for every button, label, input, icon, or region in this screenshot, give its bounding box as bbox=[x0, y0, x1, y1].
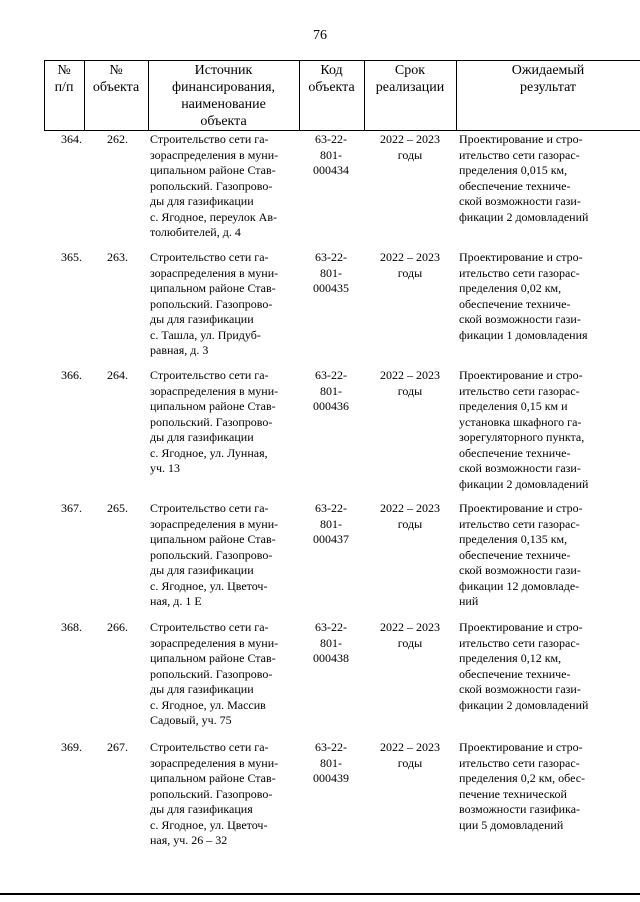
header-num: № п/п bbox=[54, 63, 74, 95]
row-num: 365. bbox=[61, 250, 82, 264]
header-source: Источник финансирования, наименование объекта bbox=[171, 63, 276, 129]
row-term: 2022 – 2023 годы bbox=[380, 368, 440, 398]
row-term: 2022 – 2023 годы bbox=[380, 501, 440, 531]
row-source: Строительство сети га- зораспределения в муни- ципальном районе Став- ропольский. Газопрово- ды для газификации с. Ягодное, ул. Массив Садовый, уч. 75 bbox=[150, 620, 279, 727]
row-object-num: 263. bbox=[107, 250, 128, 264]
row-code: 63-22- 801- 000437 bbox=[313, 501, 349, 546]
row-object-num: 262. bbox=[107, 132, 128, 146]
row-result: Проектирование и стро- ительство сети газорас- пределения 0,135 км, обеспечение техниче- ской возможности гази- фикации 12 домовладе- ний bbox=[459, 501, 583, 608]
row-term: 2022 – 2023 годы bbox=[380, 620, 440, 650]
header-object-num: № объекта bbox=[92, 63, 140, 95]
row-result: Проектирование и стро- ительство сети газорас- пределения 0,015 км, обеспечение техниче- ской возможности гази- фикации 2 домовладений bbox=[459, 132, 589, 224]
row-term: 2022 – 2023 годы bbox=[380, 740, 440, 770]
row-term: 2022 – 2023 годы bbox=[380, 132, 440, 162]
row-num: 367. bbox=[61, 501, 82, 515]
row-code: 63-22- 801- 000434 bbox=[313, 132, 349, 177]
row-object-num: 264. bbox=[107, 368, 128, 382]
row-source: Строительство сети га- зораспределения в муни- ципальном районе Став- ропольский. Газопрово- ды для газификации с. Ягодное, ул. Лунная, уч. 13 bbox=[150, 368, 279, 475]
row-source: Строительство сети га- зораспределения в муни- ципальном районе Став- ропольский. Газопрово- ды для газификации с. Ягодное, ул. Цветоч- ная, д. 1 Е bbox=[150, 501, 279, 608]
row-result: Проектирование и стро- ительство сети газорас- пределения 0,2 км, обес- печение технической возможности газифика- ции 5 домовладений bbox=[459, 740, 586, 832]
page-bottom-rule bbox=[0, 893, 640, 895]
row-result: Проектирование и стро- ительство сети газорас- пределения 0,12 км, обеспечение техниче- ской возможности гази- фикации 2 домовладений bbox=[459, 620, 589, 712]
row-code: 63-22- 801- 000439 bbox=[313, 740, 349, 785]
row-result: Проектирование и стро- ительство сети газорас- пределения 0,15 км и установка шкафного га- зорегуляторного пункта, обеспечение техниче- ской возможности гази- фикации 2 домовладений bbox=[459, 368, 589, 491]
page-number: 76 bbox=[313, 28, 327, 43]
header-term: Срок реализации bbox=[375, 63, 445, 95]
row-num: 364. bbox=[61, 132, 82, 146]
row-result: Проектирование и стро- ительство сети газорас- пределения 0,02 км, обеспечение техниче- ской возможности гази- фикации 1 домовладения bbox=[459, 250, 588, 342]
header-top-border bbox=[44, 60, 640, 61]
row-code: 63-22- 801- 000436 bbox=[313, 368, 349, 413]
header-bottom-border bbox=[44, 130, 640, 131]
header-code: Код объекта bbox=[308, 63, 355, 95]
row-object-num: 266. bbox=[107, 620, 128, 634]
row-source: Строительство сети га- зораспределения в муни- ципальном районе Став- ропольский. Газопрово- ды для газификации с. Ягодное, переулок Ав- толюбителей, д. 4 bbox=[150, 132, 279, 239]
row-num: 368. bbox=[61, 620, 82, 634]
row-object-num: 267. bbox=[107, 740, 128, 754]
header-result: Ожидаемый результат bbox=[511, 63, 585, 95]
row-num: 366. bbox=[61, 368, 82, 382]
row-object-num: 265. bbox=[107, 501, 128, 515]
row-source: Строительство сети га- зораспределения в муни- ципальном районе Став- ропольский. Газопрово- ды для газификации с. Ташла, ул. Придуб- равная, д. 3 bbox=[150, 250, 279, 357]
row-code: 63-22- 801- 000438 bbox=[313, 620, 349, 665]
row-num: 369. bbox=[61, 740, 82, 754]
row-source: Строительство сети га- зораспределения в муни- ципальном районе Став- ропольский. Газопрово- ды для газификация с. Ягодное, ул. Цветоч- ная, уч. 26 – 32 bbox=[150, 740, 279, 847]
row-term: 2022 – 2023 годы bbox=[380, 250, 440, 280]
row-code: 63-22- 801- 000435 bbox=[313, 250, 349, 295]
